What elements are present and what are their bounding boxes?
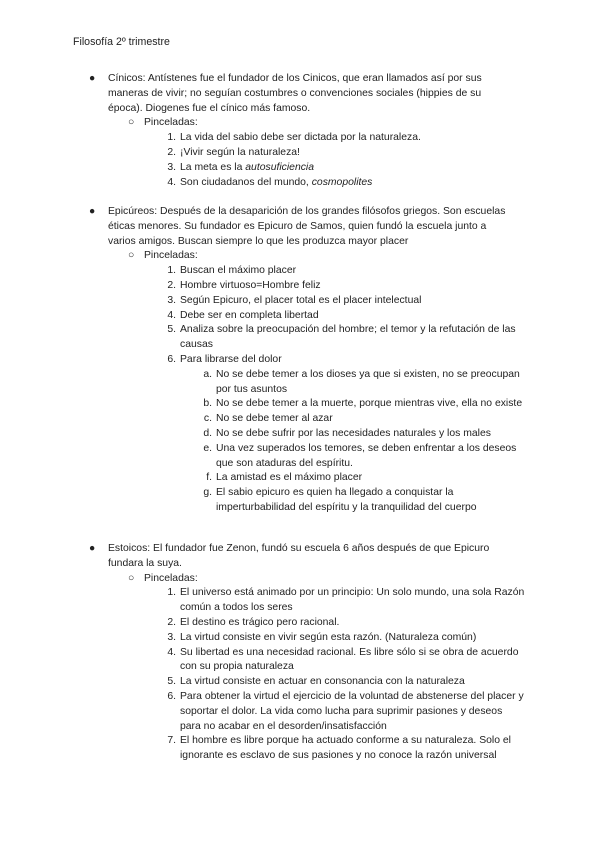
bullet-item	[0, 205, 508, 249]
list-number: 4.	[167, 309, 176, 321]
circle-marker: ○	[128, 250, 135, 262]
sub-list-letter: d.	[203, 427, 212, 439]
list-number: 7.	[167, 735, 176, 747]
section-cinicos	[0, 72, 600, 190]
list-number: 5.	[167, 324, 176, 336]
circle-marker: ○	[128, 572, 135, 584]
list-item	[0, 294, 525, 309]
list-number: 6.	[167, 690, 176, 702]
list-item-text: La virtud consiste en actuar en consonancia con la naturaleza	[180, 676, 465, 688]
list-number: 2.	[167, 616, 176, 628]
bullet-item	[0, 542, 508, 572]
list-item	[0, 616, 525, 631]
list-number: 4.	[167, 176, 176, 188]
sub-label: Pinceladas:	[144, 117, 198, 129]
list-item-text: ¡Vivir según la naturaleza!	[180, 146, 300, 158]
list-number: 3.	[167, 294, 176, 306]
circle-marker: ○	[128, 117, 135, 129]
document-title: Filosofía 2º trimestre	[73, 36, 170, 48]
list-item	[0, 264, 525, 279]
sub-bullet	[0, 572, 600, 587]
sub-list-item-text: El sabio epicuro es quien ha llegado a conquistar la imperturbabilidad del espíritu y la tranquilidad del cuerpo	[216, 487, 477, 513]
sub-list-item-text: Una vez superados los temores, se deben enfrentar a los deseos que son ataduras del espíritu.	[216, 442, 517, 469]
sub-list-item	[0, 486, 526, 516]
list-item-text: El hombre es libre porque ha actuado conforme a su naturaleza. Solo el ignorante es esclavo de sus pasiones y no conoce la razón universal	[180, 735, 511, 762]
list-number: 2.	[167, 279, 176, 291]
list-number: 2.	[167, 146, 176, 158]
sub-list-item	[0, 397, 526, 412]
list-number: 3.	[167, 161, 176, 173]
bullet-item	[0, 72, 508, 116]
section-intro: Estoicos: El fundador fue Zenon, fundó su escuela 6 años después de que Epicuro fundara la suya.	[108, 543, 490, 569]
list-item	[0, 353, 525, 368]
list-item	[0, 309, 525, 324]
list-item-text: Para obtener la virtud el ejercicio de la voluntad de abstenerse del placer y soportar el dolor. La vida como lucha para suprimir pasiones y deseos para no acabar en el desorden/insatisfacción	[180, 690, 524, 732]
sub-list-letter: e.	[203, 442, 212, 454]
sub-bullet	[0, 249, 600, 264]
list-item	[0, 690, 525, 734]
sub-list-item	[0, 471, 526, 486]
list-item	[0, 146, 525, 161]
sub-list-item	[0, 442, 526, 472]
sub-list-letter: a.	[203, 368, 212, 380]
list-item	[0, 131, 525, 146]
sub-list-item	[0, 368, 526, 398]
bullet-marker: ●	[89, 543, 96, 554]
sub-list-item-text: No se debe sufrir por las necesidades naturales y los males	[216, 427, 491, 439]
section-intro: Epicúreos: Después de la desaparición de los grandes filósofos griegos. Son escuelas éticas menores. Su fundador es Epicuro de Samos, quien fundó la escuela junto a varios amigos. Buscan siempre lo que les produzca mayor placer	[108, 206, 506, 247]
list-item	[0, 279, 525, 294]
sub-list-item-text: No se debe temer a los dioses ya que si existen, no se preocupan por tus asuntos	[216, 368, 520, 395]
sub-list-letter: f.	[206, 472, 212, 484]
sub-bullet	[0, 116, 600, 131]
sub-list-item	[0, 427, 526, 442]
sub-list-item-text: No se debe temer a la muerte, porque mientras vive, ella no existe	[216, 398, 523, 410]
list-item-text: Hombre virtuoso=Hombre feliz	[180, 279, 321, 291]
list-number: 5.	[167, 676, 176, 688]
list-item-text: Buscan el máximo placer	[180, 265, 297, 277]
section-epicureos	[0, 205, 600, 516]
list-item	[0, 161, 525, 176]
list-item	[0, 646, 525, 676]
list-item-text: Son ciudadanos del mundo,	[180, 176, 312, 188]
list-item-text: Para librarse del dolor	[180, 353, 282, 365]
sub-list-item-text: No se debe temer al azar	[216, 413, 333, 425]
list-item	[0, 176, 525, 191]
list-number: 1.	[167, 132, 176, 144]
bullet-marker: ●	[89, 206, 96, 217]
list-item-text: La meta es la	[180, 161, 246, 173]
sub-list-letter: g.	[203, 487, 212, 499]
list-item-italic: autosuficiencia	[245, 161, 315, 173]
sub-label: Pinceladas:	[144, 572, 198, 584]
list-item	[0, 323, 525, 353]
list-item-text: El destino es trágico pero racional.	[180, 616, 340, 628]
list-item-text: La vida del sabio debe ser dictada por la naturaleza.	[180, 132, 421, 144]
list-number: 3.	[167, 631, 176, 643]
list-item	[0, 631, 525, 646]
list-number: 1.	[167, 265, 176, 277]
list-number: 4.	[167, 646, 176, 658]
list-item	[0, 675, 525, 690]
list-item-text: Su libertad es una necesidad racional. Es libre sólo si se obra de acuerdo con su propia naturaleza	[180, 646, 519, 673]
list-item-text: La virtud consiste en vivir según esta razón. (Naturaleza común)	[180, 631, 477, 643]
list-item-text: Debe ser en completa libertad	[180, 309, 319, 321]
sub-label: Pinceladas:	[144, 250, 198, 262]
sub-list-letter: b.	[203, 398, 212, 410]
list-number: 6.	[167, 353, 176, 365]
section-estoicos	[0, 542, 600, 764]
sub-list-letter: c.	[203, 413, 212, 425]
bullet-marker: ●	[89, 73, 96, 84]
list-number: 1.	[167, 587, 176, 599]
list-item-text: Según Epicuro, el placer total es el placer intelectual	[180, 294, 422, 306]
list-item	[0, 734, 525, 764]
sub-list-item	[0, 412, 526, 427]
list-item-text: Analiza sobre la preocupación del hombre; el temor y la refutación de las causas	[180, 324, 516, 351]
list-item-text: El universo está animado por un principio: Un solo mundo, una sola Razón común a todos los seres	[180, 587, 525, 614]
sub-list-item-text: La amistad es el máximo placer	[216, 472, 363, 484]
section-intro: Cínicos: Antístenes fue el fundador de los Cinicos, que eran llamados así por sus maneras de vivir; no seguían costumbres o convenciones sociales (hippies de su época). Diogenes fue el cínico más famoso.	[108, 73, 482, 114]
list-item-italic: cosmopolites	[311, 176, 373, 188]
list-item	[0, 586, 525, 616]
